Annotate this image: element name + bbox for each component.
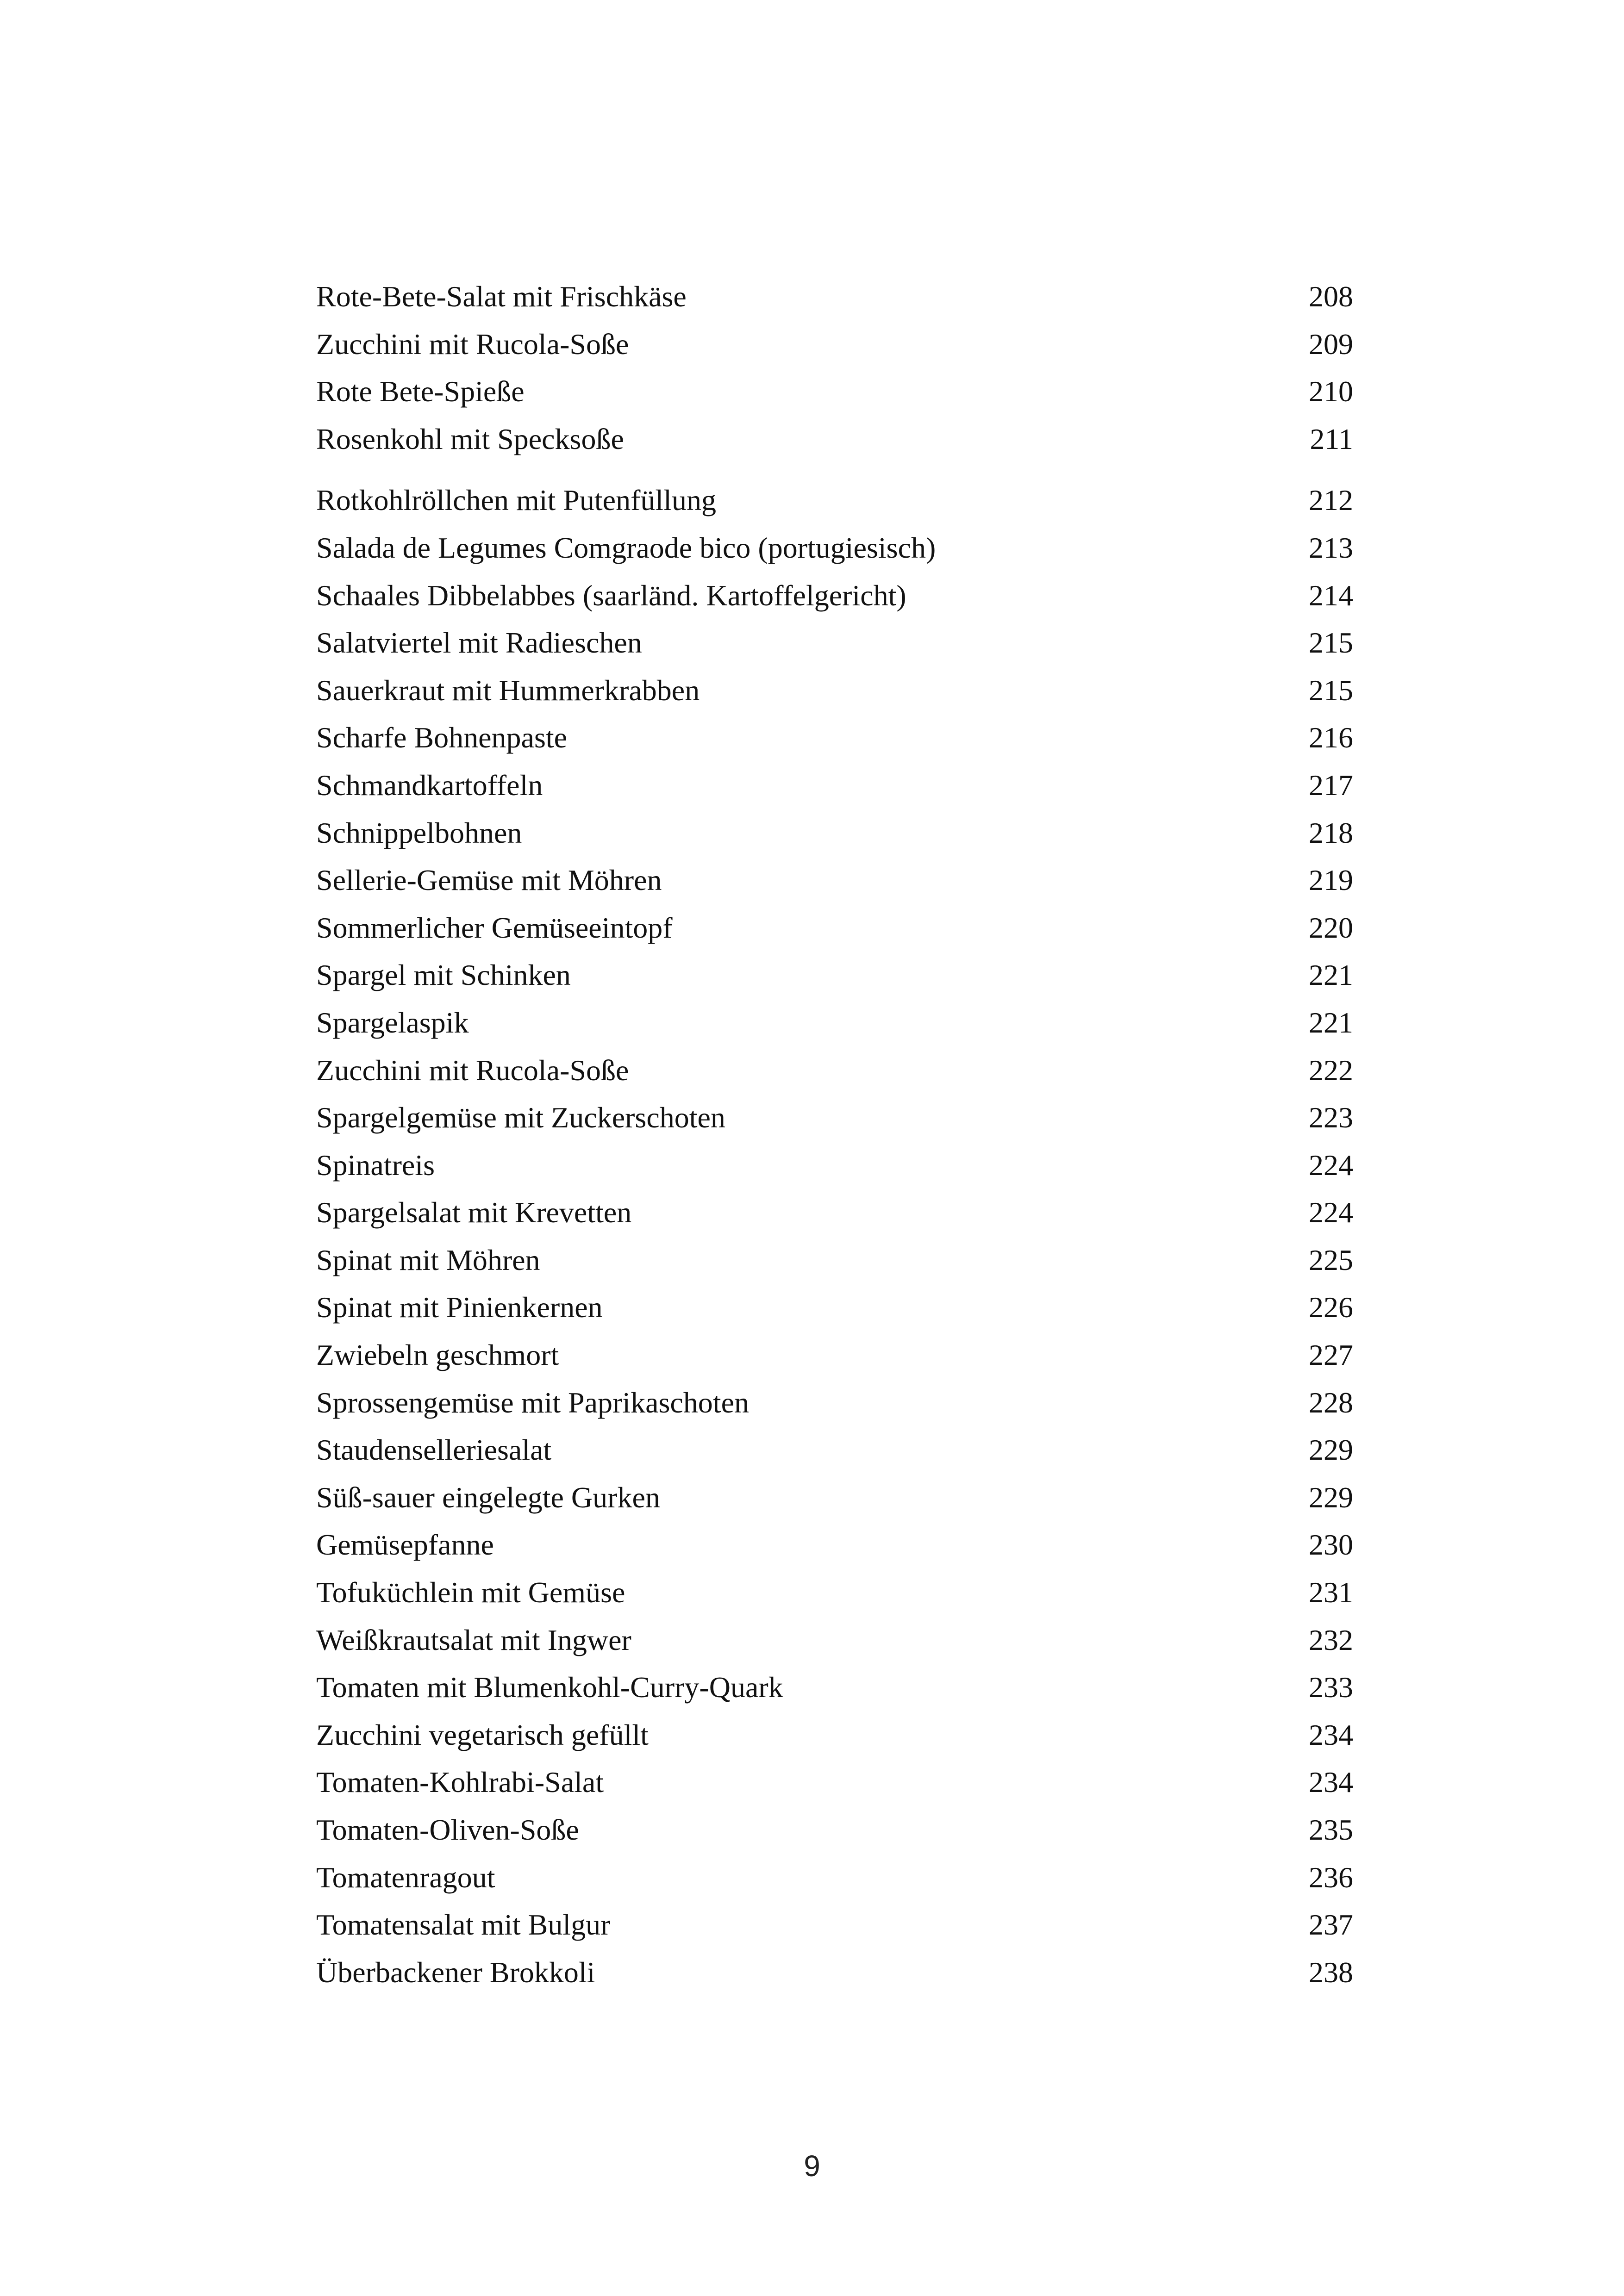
toc-entry-page: 232 (1309, 1623, 1353, 1656)
toc-entry-page: 221 (1309, 1006, 1353, 1039)
toc-entry-title: Zwiebeln geschmort (316, 1338, 559, 1372)
toc-entry-page: 218 (1309, 816, 1353, 849)
toc-entry (316, 1854, 1353, 1902)
toc-entry-title: Gemüsepfanne (316, 1528, 494, 1562)
toc-entry-page: 210 (1309, 375, 1353, 408)
toc-entry-page: 238 (1309, 1955, 1353, 1989)
toc-entry (316, 1901, 1353, 1949)
toc-entry (316, 762, 1353, 809)
toc-entry-page: 237 (1309, 1908, 1353, 1941)
toc-entry (316, 1806, 1353, 1854)
toc-entry (316, 416, 1353, 463)
toc-entry-title: Zucchini vegetarisch gefüllt (316, 1718, 649, 1751)
toc-entry (316, 273, 1353, 321)
toc-entry (316, 1142, 1353, 1189)
toc-entry (316, 1949, 1353, 1997)
toc-entry (316, 1237, 1353, 1284)
toc-entry-page: 234 (1309, 1766, 1353, 1799)
toc-entry-title: Tomaten-Oliven-Soße (316, 1813, 579, 1846)
toc-entry (316, 1711, 1353, 1759)
toc-entry (316, 1189, 1353, 1237)
toc-entry-page: 222 (1309, 1053, 1353, 1087)
toc-entry (316, 1094, 1353, 1142)
toc-entry-title: Spargelsalat mit Krevetten (316, 1196, 632, 1229)
toc-entry-title: Weißkrautsalat mit Ingwer (316, 1623, 631, 1656)
toc-entry (316, 1617, 1353, 1664)
toc-entry-page: 212 (1309, 484, 1353, 517)
toc-entry-title: Salada de Legumes Comgraode bico (portugiesisch) (316, 531, 936, 564)
toc-entry-title: Rote-Bete-Salat mit Frischkäse (316, 280, 687, 313)
toc-entry-title: Tomatenragout (316, 1860, 495, 1894)
toc-entry-page: 220 (1309, 911, 1353, 944)
toc-entry (316, 714, 1353, 762)
table-of-contents (316, 273, 1353, 1996)
toc-entry-title: Spinat mit Möhren (316, 1243, 540, 1276)
toc-entry (316, 1474, 1353, 1522)
toc-entry-page: 229 (1309, 1433, 1353, 1467)
toc-entry-page: 229 (1309, 1481, 1353, 1514)
toc-entry-page: 211 (1310, 422, 1353, 455)
toc-entry-title: Salatviertel mit Radieschen (316, 626, 642, 660)
toc-entry (316, 809, 1353, 857)
toc-entry (316, 524, 1353, 572)
toc-entry (316, 1284, 1353, 1332)
toc-entry-title: Scharfe Bohnenpaste (316, 721, 568, 754)
toc-entry-page: 228 (1309, 1386, 1353, 1419)
toc-entry-title: Spinat mit Pinienkernen (316, 1291, 603, 1324)
toc-entry (316, 1569, 1353, 1617)
toc-entry (316, 952, 1353, 999)
toc-entry (316, 1759, 1353, 1806)
toc-entry-page: 216 (1309, 721, 1353, 754)
toc-entry-page: 215 (1309, 673, 1353, 707)
toc-entry (316, 1379, 1353, 1427)
toc-entry-title: Zucchini mit Rucola-Soße (316, 327, 629, 361)
toc-entry-title: Schaales Dibbelabbes (saarländ. Kartoffelgericht) (316, 579, 906, 612)
toc-entry (316, 1426, 1353, 1474)
toc-entry-title: Sellerie-Gemüse mit Möhren (316, 864, 662, 897)
toc-entry-page: 224 (1309, 1148, 1353, 1182)
toc-entry (316, 1332, 1353, 1379)
toc-entry (316, 477, 1353, 524)
toc-entry-page: 223 (1309, 1101, 1353, 1134)
toc-entry (316, 667, 1353, 715)
toc-entry-page: 230 (1309, 1528, 1353, 1562)
toc-entry (316, 904, 1353, 952)
toc-entry-page: 227 (1309, 1338, 1353, 1372)
toc-entry-title: Rote Bete-Spieße (316, 375, 525, 408)
toc-entry-page: 219 (1309, 864, 1353, 897)
toc-entry-page: 235 (1309, 1813, 1353, 1846)
toc-entry-title: Süß-sauer eingelegte Gurken (316, 1481, 660, 1514)
toc-entry-page: 221 (1309, 958, 1353, 992)
toc-entry-page: 233 (1309, 1671, 1353, 1704)
toc-entry-title: Sauerkraut mit Hummerkrabben (316, 673, 700, 707)
toc-entry (316, 368, 1353, 416)
toc-entry (316, 321, 1353, 368)
toc-entry-page: 208 (1309, 280, 1353, 313)
toc-entry (316, 999, 1353, 1047)
toc-entry-page: 236 (1309, 1860, 1353, 1894)
toc-entry-page: 226 (1309, 1291, 1353, 1324)
toc-entry-title: Spargelaspik (316, 1006, 469, 1039)
toc-entry-page: 224 (1309, 1196, 1353, 1229)
toc-entry-title: Spargelgemüse mit Zuckerschoten (316, 1101, 725, 1134)
toc-entry-title: Spargel mit Schinken (316, 958, 571, 992)
toc-entry (316, 1664, 1353, 1711)
toc-entry (316, 857, 1353, 904)
toc-entry-page: 217 (1309, 768, 1353, 802)
toc-entry-page: 234 (1309, 1718, 1353, 1751)
toc-entry (316, 619, 1353, 667)
toc-entry-title: Schnippelbohnen (316, 816, 522, 849)
toc-entry-page: 231 (1309, 1576, 1353, 1609)
toc-entry-title: Sprossengemüse mit Paprikaschoten (316, 1386, 749, 1419)
toc-entry-title: Spinatreis (316, 1148, 435, 1182)
toc-entry-page: 225 (1309, 1243, 1353, 1276)
toc-entry-page: 215 (1309, 626, 1353, 660)
toc-entry-title: Rosenkohl mit Specksoße (316, 422, 624, 455)
toc-entry-title: Rotkohlröllchen mit Putenfüllung (316, 484, 716, 517)
toc-entry-title: Schmandkartoffeln (316, 768, 543, 802)
toc-entry (316, 572, 1353, 620)
toc-entry-page: 214 (1309, 579, 1353, 612)
toc-entry-title: Tomaten-Kohlrabi-Salat (316, 1766, 604, 1799)
toc-entry-page: 209 (1309, 327, 1353, 361)
toc-entry-page: 213 (1309, 531, 1353, 564)
toc-entry-title: Sommerlicher Gemüseeintopf (316, 911, 673, 944)
toc-entry-title: Überbackener Brokkoli (316, 1955, 595, 1989)
toc-entry (316, 1047, 1353, 1095)
toc-entry-title: Tofuküchlein mit Gemüse (316, 1576, 625, 1609)
toc-entry-title: Zucchini mit Rucola-Soße (316, 1053, 629, 1087)
toc-entry (316, 1521, 1353, 1569)
toc-entry-title: Staudenselleriesalat (316, 1433, 552, 1467)
toc-entry-title: Tomatensalat mit Bulgur (316, 1908, 611, 1941)
toc-entry-title: Tomaten mit Blumenkohl-Curry-Quark (316, 1671, 783, 1704)
page-number: 9 (804, 2149, 820, 2183)
